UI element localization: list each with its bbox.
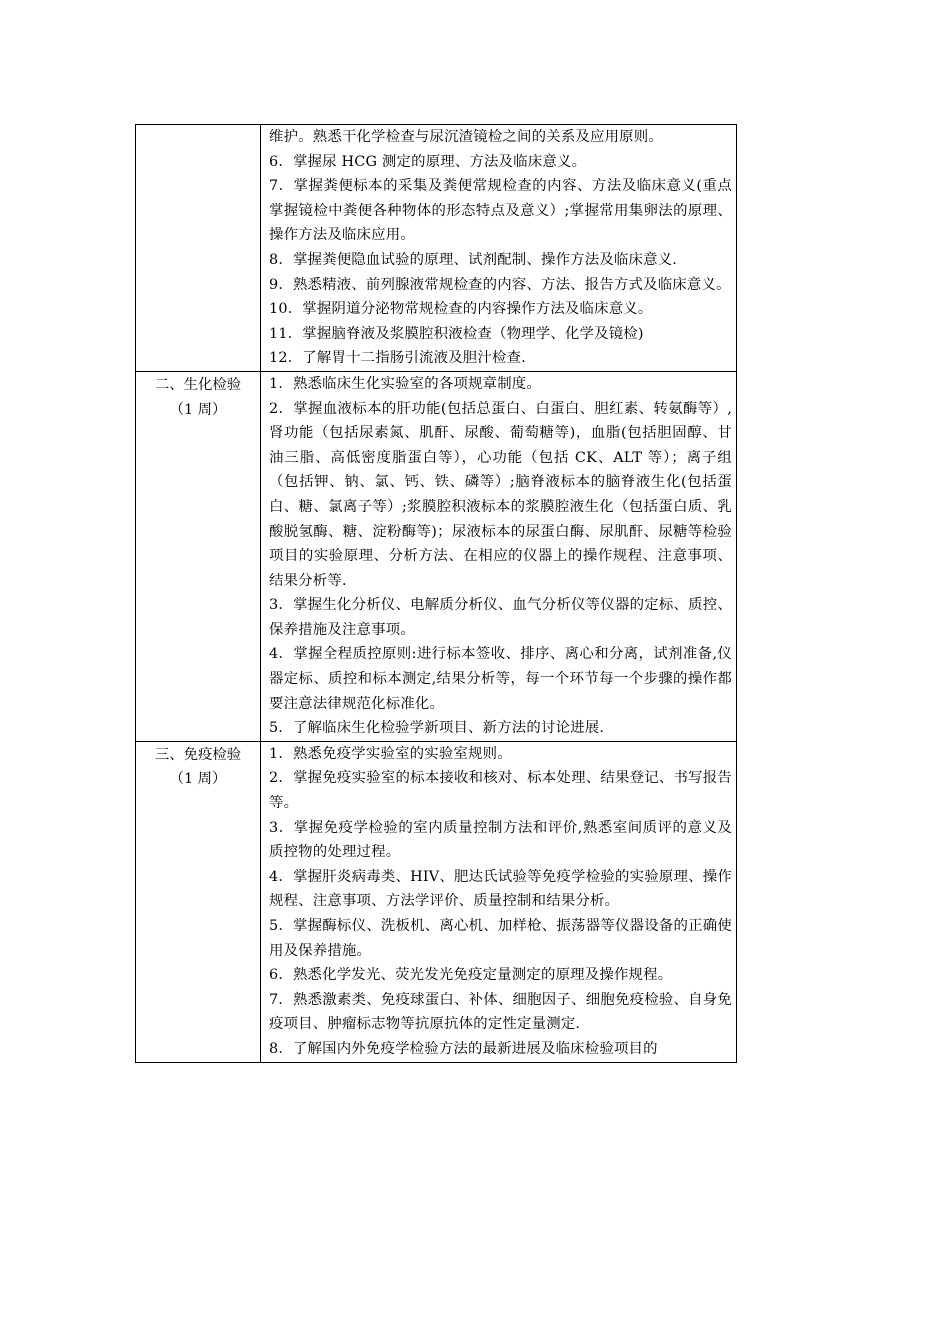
curriculum-table bbox=[135, 124, 737, 1063]
list-item: 12．了解胃十二指肠引流液及胆汁检查. bbox=[269, 350, 526, 367]
list-item: 1．熟悉临床生化实验室的各项规章制度。 bbox=[269, 375, 541, 392]
list-item: 5．了解临床生化检验学新项目、新方法的讨论进展. bbox=[269, 720, 605, 737]
section-title-cell bbox=[136, 741, 261, 1062]
section-title bbox=[136, 125, 260, 126]
list-item: 6．掌握尿 HCG 测定的原理、方法及临床意义。 bbox=[269, 153, 587, 170]
list-item: 维护。熟悉干化学检查与尿沉渣镜检之间的关系及应用原则。 bbox=[269, 129, 663, 145]
list-item: 4．掌握全程质控原则:进行标本签收、排序、离心和分离，试剂准备,仪器定标、质控和标本测定,结果分析等，每一个环节每一个步骤的操作都要注意法律规范化标准化。 bbox=[269, 646, 732, 712]
section-title bbox=[136, 372, 260, 422]
list-item: 5．掌握酶标仪、洗板机、离心机、加样枪、振荡器等仪器设备的正确使用及保养措施。 bbox=[269, 918, 732, 959]
list-item: 7．掌握粪便标本的采集及粪便常规检查的内容、方法及临床意义(重点掌握镜检中粪便各种物体的形态特点及意义）;掌握常用集卵法的原理、操作方法及临床应用。 bbox=[269, 178, 732, 244]
table-row bbox=[136, 125, 737, 372]
list-item: 8．掌握粪便隐血试验的原理、试剂配制、操作方法及临床意义. bbox=[269, 251, 678, 268]
list-item: 9．熟悉精液、前列腺液常规检查的内容、方法、报告方式及临床意义。 bbox=[269, 276, 731, 293]
list-item: 7．熟悉激素类、免疫球蛋白、补体、细胞因子、细胞免疫检验、自身免疫项目、肿瘤标志物等抗原抗体的定性定量测定. bbox=[269, 991, 732, 1033]
list-item: 1．熟悉免疫学实验室的实验室规则。 bbox=[269, 745, 512, 762]
section-duration: （1 周） bbox=[169, 771, 227, 788]
list-item: 2．掌握血液标本的肝功能(包括总蛋白、白蛋白、胆红素、转氨酶等）,肾功能（包括尿素氮、肌酐、尿酸、葡萄糖等)，血脂(包括胆固醇、甘油三脂、高低密度脂蛋白等），心功能（包括 CK、ALT 等）；离子组（包括钾、钠、氯、钙、铁、磷等）;脑脊液标本的脑脊液生化(包括蛋白、糖、氯离子等）;浆膜腔积液标本的浆膜腔液生化（包括蛋白质、乳酸脱氢酶、糖、淀粉酶等)；尿液标本的尿蛋白酶、尿肌酐、尿糖等检验项目的实验原理、分析方法、在相应的仪器上的操作规程、注意事项、结果分析等. bbox=[269, 400, 732, 589]
section-title-cell bbox=[136, 125, 261, 372]
list-item: 3．掌握生化分析仪、电解质分析仪、血气分析仪等仪器的定标、质控、保养措施及注意事项。 bbox=[269, 597, 732, 638]
table-row bbox=[136, 741, 737, 1062]
list-item: 3．掌握免疫学检验的室内质量控制方法和评价,熟悉室间质评的意义及质控物的处理过程。 bbox=[269, 819, 732, 861]
section-duration: （1 周） bbox=[169, 401, 227, 418]
table-row bbox=[136, 371, 737, 741]
section-content-cell bbox=[261, 741, 737, 1062]
list-item: 11．掌握脑脊液及浆膜腔积液检查（物理学、化学及镜检) bbox=[269, 325, 644, 342]
section-title-cell bbox=[136, 371, 261, 741]
list-item: 6．熟悉化学发光、荧光发光免疫定量测定的原理及操作规程。 bbox=[269, 967, 673, 984]
section-title-line: 三、免疫检验 bbox=[154, 746, 242, 763]
list-item: 8．了解国内外免疫学检验方法的最新进展及临床检验项目的 bbox=[269, 1040, 658, 1057]
list-item: 2．掌握免疫实验室的标本接收和核对、标本处理、结果登记、书写报告等。 bbox=[269, 770, 732, 812]
list-item: 10．掌握阴道分泌物常规检查的内容操作方法及临床意义。 bbox=[269, 301, 653, 318]
section-content-cell bbox=[261, 371, 737, 741]
section-title-line: 二、生化检验 bbox=[154, 376, 242, 393]
section-content-cell bbox=[261, 125, 737, 372]
list-item: 4．掌握肝炎病毒类、HIV、肥达氏试验等免疫学检验的实验原理、操作规程、注意事项、方法学评价、质量控制和结果分析。 bbox=[269, 868, 732, 910]
section-title bbox=[136, 742, 260, 792]
